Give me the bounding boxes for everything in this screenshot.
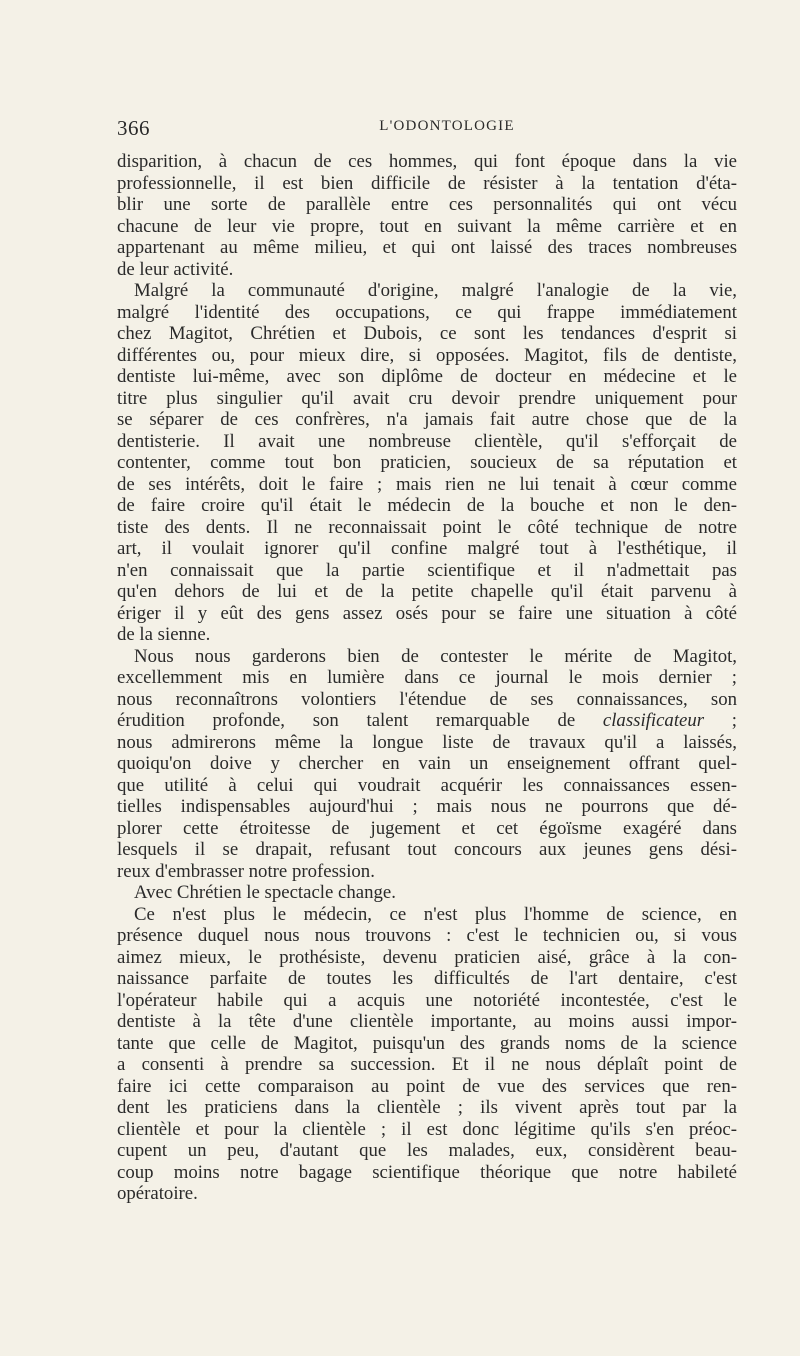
text-line-content: art, il voulait ignorer qu'il confine malgré tout à l'esthétique, il [117,538,737,559]
text-line [117,151,737,173]
text-line [117,323,737,345]
text-line-content: aimez mieux, le prothésiste, devenu praticien aisé, grâce à la con- [117,946,737,968]
text-line [117,237,737,259]
text-line-content: Nous nous garderons bien de contester le mérite de Magitot, [134,645,737,667]
text-line [117,409,737,431]
text-line [117,194,737,216]
text-line-content: érudition profonde, son talent remarquable de [117,710,603,731]
text-line-content: se séparer de ces confrères, n'a jamais fait autre chose que de la [117,409,737,430]
text-line-content: que utilité à celui qui voudrait acquérir les connaissances essen- [117,774,737,796]
text-line-content: de faire croire qu'il était le médecin de la bouche et non le den- [117,495,737,516]
text-line [117,259,737,281]
text-line-content: clientèle et pour la clientèle ; il est donc légitime qu'ils s'en préoc- [117,1118,737,1140]
text-line-content: a consenti à prendre sa succession. Et il ne nous déplaît point de [117,1054,737,1075]
text-line-content: coup moins notre bagage scientifique théorique que notre habileté [117,1161,737,1183]
text-line [117,1076,737,1098]
text-line [117,775,737,797]
text-line [117,732,737,754]
text-line [117,796,737,818]
text-line-content: nous reconnaîtrons volontiers l'étendue de ses connaissances, son [117,688,737,710]
page-header [117,116,737,142]
running-title: L'ODONTOLOGIE [379,118,515,134]
text-line [117,474,737,496]
text-line-content: chacune de leur vie propre, tout en suivant la même carrière et en [117,215,737,237]
text-line-content: dentisterie. Il avait une nombreuse clientèle, qu'il s'efforçait de [117,430,737,452]
text-line-content: différentes ou, pour mieux dire, si opposées. Magitot, fils de dentiste, [117,344,737,366]
text-line [117,280,737,302]
text-line-content: appartenant au même milieu, et qui ont laissé des traces nombreuses [117,237,737,258]
text-line [117,452,737,474]
text-line-content: contenter, comme tout bon praticien, soucieux de sa réputation et [117,452,737,473]
text-line-content: faire ici cette comparaison au point de vue des services que ren- [117,1075,737,1097]
text-line-content: chez Magitot, Chrétien et Dubois, ce sont les tendances d'esprit si [117,323,737,344]
text-line-content: opératoire. [117,1183,198,1204]
text-line [117,990,737,1012]
text-line-content: disparition, à chacun de ces hommes, qui font époque dans la vie [117,151,737,172]
text-line-content: de ses intérêts, doit le faire ; mais rien ne lui tenait à cœur comme [117,473,737,495]
text-line [117,968,737,990]
text-line-content: lesquels il se drapait, refusant tout concours aux jeunes gens dési- [117,839,737,860]
text-line-content: dentiste lui-même, avec son diplôme de docteur en médecine et le [117,366,737,387]
text-line-content: tante que celle de Magitot, puisqu'un des grands noms de la science [117,1032,737,1054]
text-line-content: naissance parfaite de toutes les difficultés de l'art dentaire, c'est [117,968,737,989]
text-line-content: dent les praticiens dans la clientèle ; ils vivent après tout par la [117,1097,737,1118]
text-line-content: titre plus singulier qu'il avait cru devoir prendre uniquement pour [117,387,737,409]
text-line [117,1119,737,1141]
text-line [117,495,737,517]
text-line [117,689,737,711]
text-line [117,1183,737,1205]
text-line [117,925,737,947]
text-line-content: Ce n'est plus le médecin, ce n'est plus l'homme de science, en [134,903,737,925]
text-line [117,216,737,238]
page-number: 366 [117,116,150,140]
text-line [117,538,737,560]
text-line-content: plorer cette étroitesse de jugement et cet égoïsme exagéré dans [117,817,737,839]
text-line-content: tiste des dents. Il ne reconnaissait point le côté technique de notre [117,516,737,538]
text-line [117,818,737,840]
text-line [117,603,737,625]
text-line [117,581,737,603]
text-line [117,1054,737,1076]
text-line-content: Avec Chrétien le spectacle change. [134,882,396,903]
text-line [117,839,737,861]
text-line [117,1140,737,1162]
text-line-content: nous admirerons même la longue liste de travaux qu'il a laissés, [117,731,737,753]
text-line-content: cupent un peu, d'autant que les malades, eux, considèrent beau- [117,1140,737,1161]
text-line [117,861,737,883]
text-line [117,753,737,775]
text-line [117,517,737,539]
text-line [117,1162,737,1184]
text-line [117,882,737,904]
text-line-content: tielles indispensables aujourd'hui ; mais nous ne pourrons que dé- [117,796,737,817]
text-line-content: malgré l'identité des occupations, ce qui frappe immédiatement [117,301,737,323]
text-line [117,560,737,582]
text-line-content: excellemment mis en lumière dans ce journal le mois dernier ; [117,667,737,688]
text-line [117,904,737,926]
text-line [117,345,737,367]
text-line-content: l'opérateur habile qui a acquis une notoriété incontestée, c'est le [117,989,737,1011]
text-line [117,431,737,453]
text-line-content: blir une sorte de parallèle entre ces personnalités qui ont vécu [117,194,737,215]
text-line-content: quoiqu'on doive y chercher en vain un enseignement offrant quel- [117,753,737,774]
body-text [117,151,737,1205]
text-line-content: professionnelle, il est bien difficile de résister à la tentation d'éta- [117,172,737,194]
text-line [117,646,737,668]
text-line [117,710,737,732]
text-line [117,173,737,195]
text-line-content: reux d'embrasser notre profession. [117,860,375,882]
text-line [117,947,737,969]
text-line [117,388,737,410]
text-line [117,667,737,689]
text-line [117,1097,737,1119]
text-line-punctuation: ; [704,710,737,731]
text-line [117,624,737,646]
text-line-content: présence duquel nous nous trouvons : c'est le technicien ou, si vous [117,925,737,946]
text-line [117,1033,737,1055]
text-line-content: de leur activité. [117,258,234,280]
text-line [117,366,737,388]
text-line-content: ériger il y eût des gens assez osés pour se faire une situation à côté [117,602,737,624]
text-line [117,302,737,324]
text-line [117,1011,737,1033]
italic-term: classificateur [602,710,705,731]
text-line-content: qu'en dehors de lui et de la petite chapelle qu'il était parvenu à [117,581,737,602]
text-line-content: Malgré la communauté d'origine, malgré l'analogie de la vie, [134,280,737,301]
text-line-content: de la sienne. [117,624,211,645]
text-line-content: n'en connaissait que la partie scientifique et il n'admettait pas [117,559,737,581]
text-line-content: dentiste à la tête d'une clientèle importante, au moins aussi impor- [117,1011,737,1032]
